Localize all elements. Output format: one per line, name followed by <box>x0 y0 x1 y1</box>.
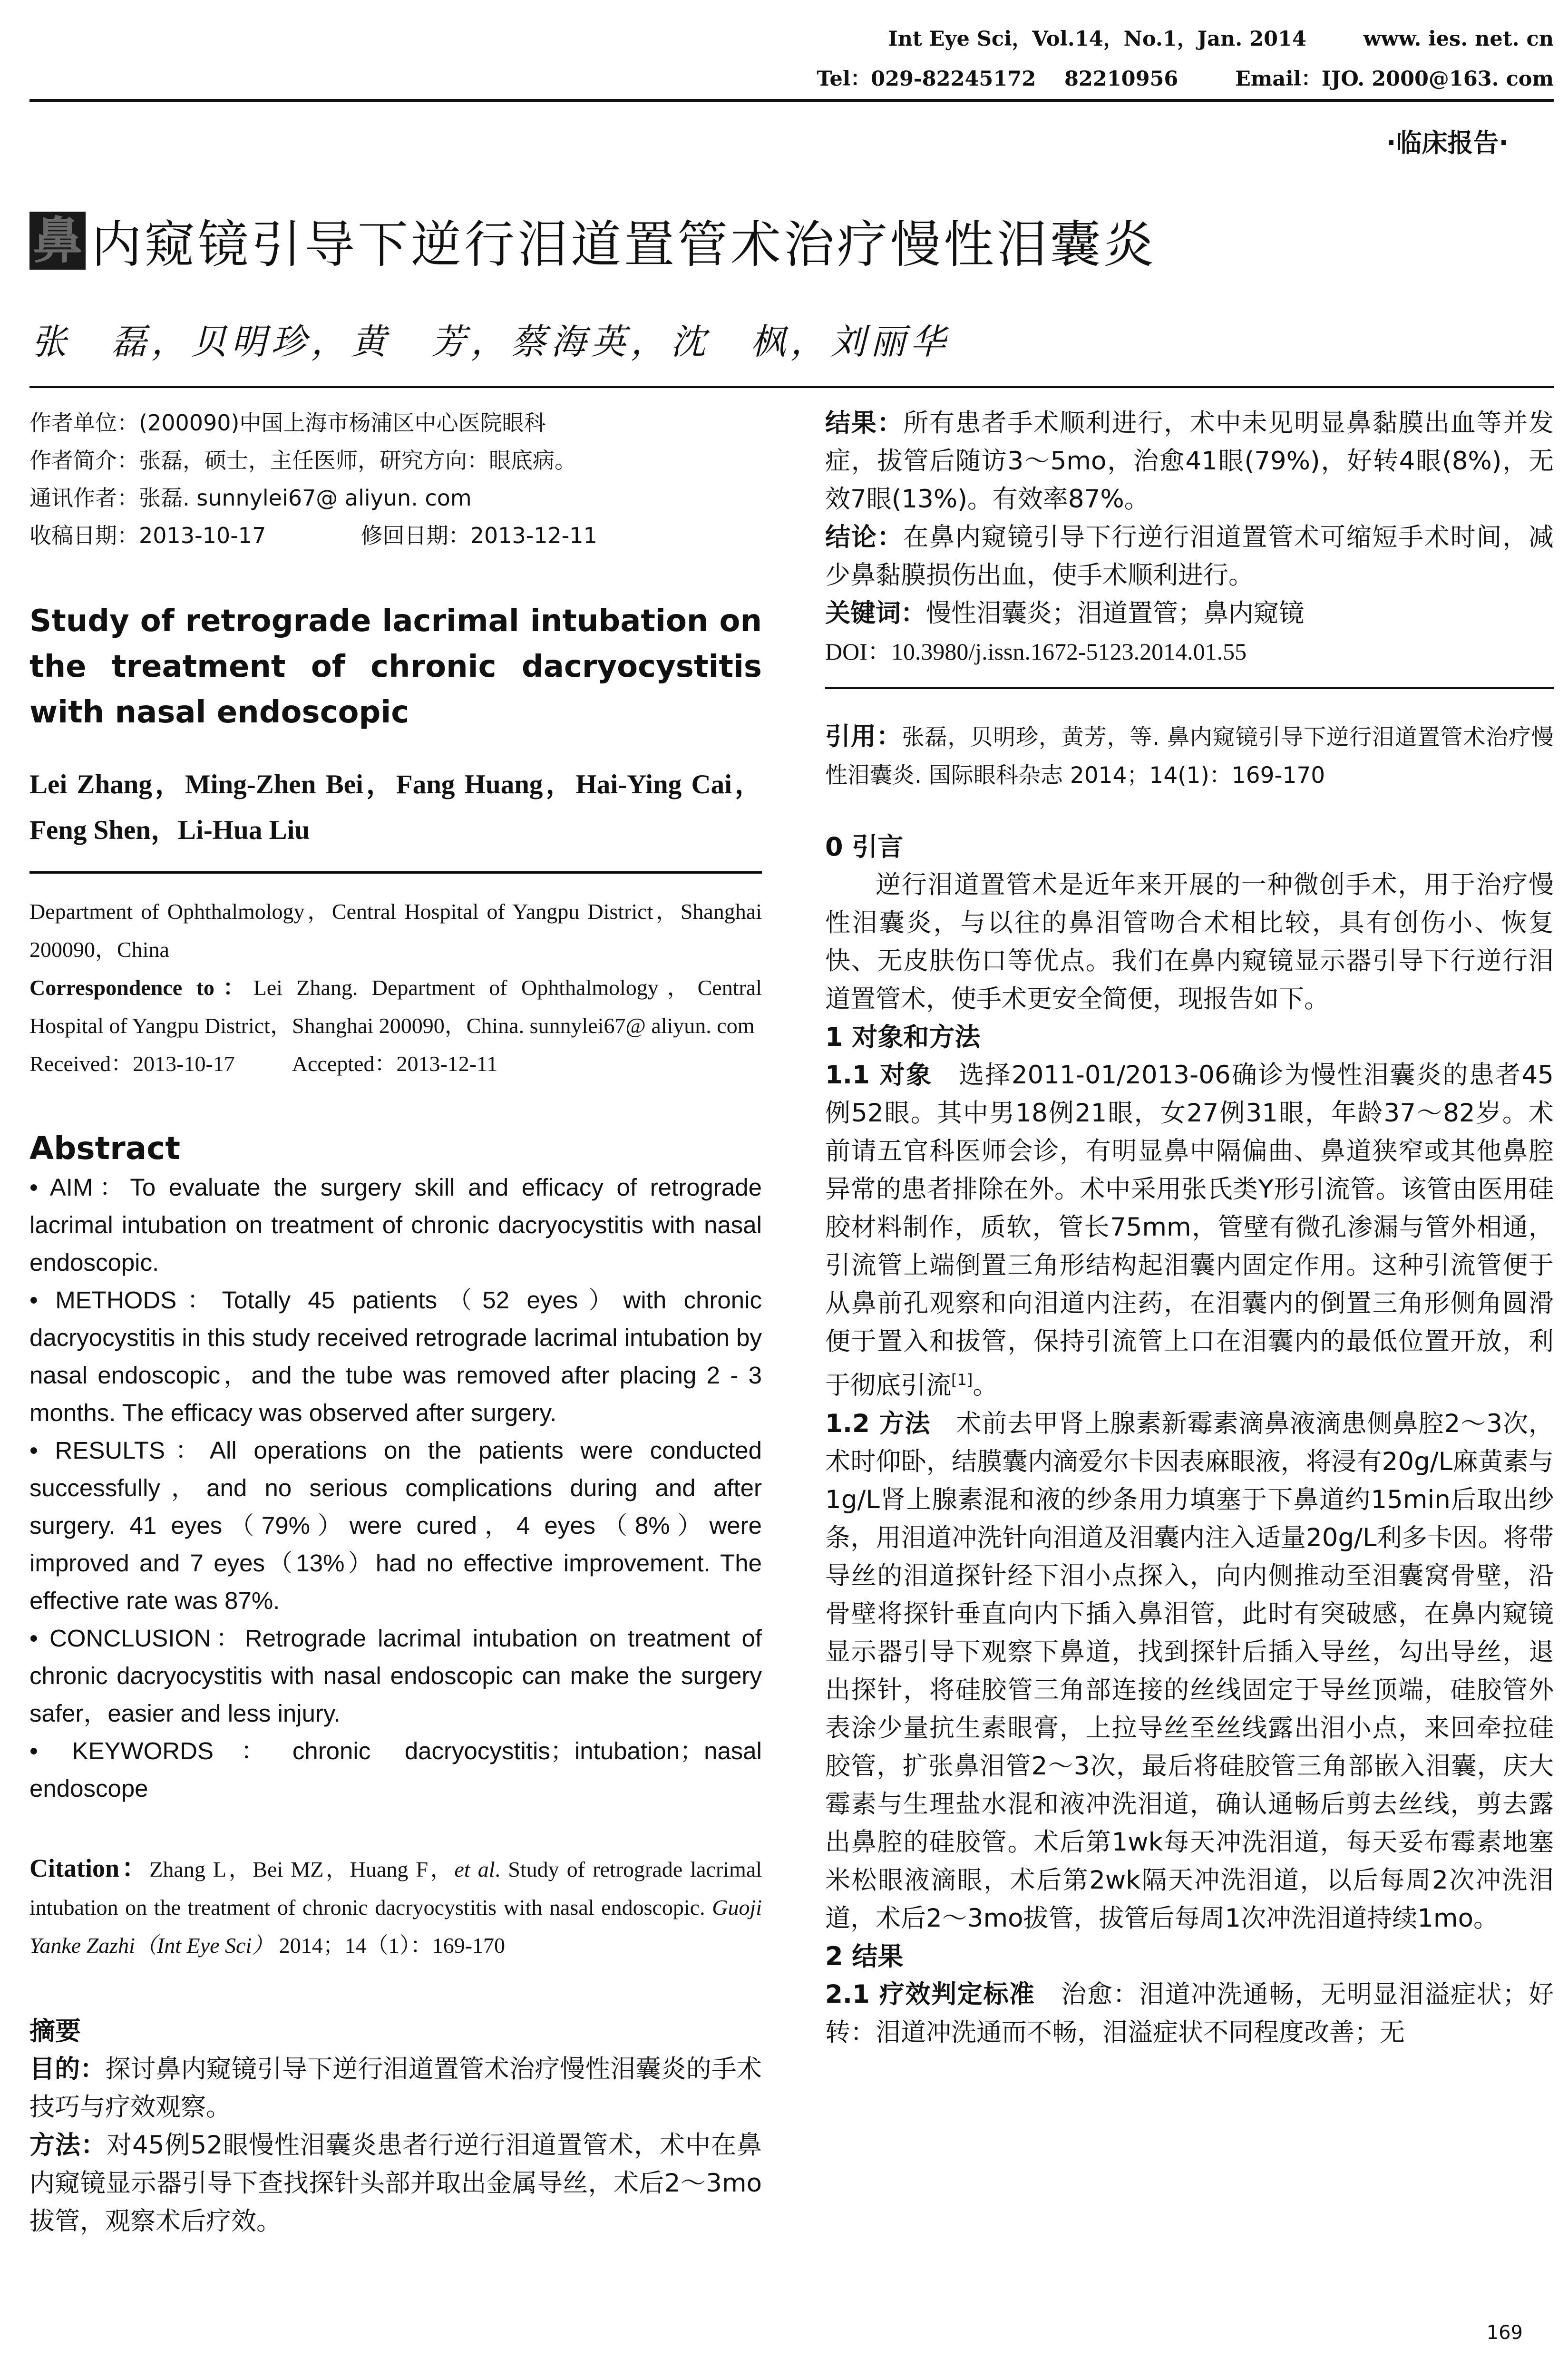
section-0-heading: 0 引言 <box>825 832 904 862</box>
abstract-conclusion-en <box>29 1619 762 1732</box>
correspondence-label: Correspondence to： <box>29 975 253 1000</box>
results-label-en: RESULTS： <box>55 1437 210 1464</box>
right-column <box>825 404 1554 2052</box>
section-2-1-text: 治愈：泪道冲洗通畅，无明显泪溢症状；好转：泪道冲洗通而不畅，泪溢症状不同程度改善；无 <box>825 1979 1554 2047</box>
journal-contact-line: Tel：029-82245172 82210956 Email：IJO. 2000@163. com <box>817 67 1554 91</box>
section-2-heading: 2 结果 <box>825 1941 904 1971</box>
dates-en <box>29 1045 762 1083</box>
aim-text-cn: 探讨鼻内窥镜引导下逆行泪道置管术治疗慢性泪囊炎的手术技巧与疗效观察。 <box>29 2055 762 2122</box>
citation-authors-en: Zhang L，Bei MZ，Huang F， <box>149 1857 455 1881</box>
aim-label-cn: 目的： <box>29 2055 106 2084</box>
citation-volume-en: 2014；14（1）：169-170 <box>279 1933 506 1958</box>
english-title: Study of retrograde lacrimal intubation on the treatment of chronic dacryocystitis with nasal endoscopic <box>29 604 762 730</box>
abstract-aim-en <box>29 1169 762 1281</box>
conclusion-label-en: CONCLUSION： <box>49 1625 245 1652</box>
affiliation-en <box>29 893 762 1083</box>
received-date-en: Received：2013-10-17 <box>29 1052 235 1076</box>
methods-label-cn: 方法： <box>29 2131 107 2160</box>
abstract-results-en <box>29 1432 762 1619</box>
received-date-cn: 收稿日期：2013-10-17 <box>29 523 266 548</box>
citation-title-en: . Study of retrograde lacrimal intubation on the treatment of chronic dacryocystitis with nasal endoscopic. <box>29 1857 762 1919</box>
methods-text-cn: 对45例52眼慢性泪囊炎患者行逆行泪道置管术，术中在鼻内窥镜显示器引导下查找探针头部并取出金属导丝，术后2～3mo拔管，观察术后疗效。 <box>29 2131 762 2236</box>
section-1-1-label: 1.1 对象 <box>825 1061 933 1090</box>
abstract-heading-cn: 摘要 <box>29 2016 81 2046</box>
section-1-2-paragraph <box>825 1405 1554 1938</box>
header-rule <box>29 99 1554 102</box>
section-1-2-label: 1.2 方法 <box>825 1409 931 1438</box>
abstract-aim-cn <box>29 2050 762 2126</box>
results-text-en: All operations on the patients were conducted successfully，and no serious complications during and after surgery. 41 eyes（79%）were cured，4 eyes（8%）were improved and 7 eyes（13%）had no effective improvement. The effective rate was 87%. <box>29 1437 762 1614</box>
abstract-keywords-cn <box>825 594 1554 633</box>
corresponding-author-cn: 通讯作者：张磊. sunnylei67@ aliyun. com <box>29 485 472 511</box>
abstract-results-cn <box>825 404 1554 518</box>
correspondence-en <box>29 969 762 1045</box>
aim-label-en: AIM： <box>49 1174 130 1201</box>
page-number: 169 <box>1486 2322 1523 2344</box>
affiliation-rule <box>29 871 762 874</box>
citation-cn <box>825 718 1554 795</box>
section-0-paragraph: 逆行泪道置管术是近年来开展的一种微创手术，用于治疗慢性泪囊炎，与以往的鼻泪管吻合术相比较，具有创伤小、恢复快、无皮肤伤口等优点。我们在鼻内窥镜显示器引导下行逆行泪道置管术，使手术更安全简便，现报告如下。 <box>825 870 1554 1013</box>
correspondence-text: Lei Zhang. Department of Ophthalmology，Central Hospital of Yangpu District，Shanghai 200090，China. sunnylei67@ aliyun. com <box>29 975 762 1038</box>
results-text-cn: 所有患者手术顺利进行，术中未见明显鼻黏膜出血等并发症，拔管后随访3～5mo，治愈41眼(79%)，好转4眼(8%)，无效7眼(13%)。有效率87%。 <box>825 409 1554 514</box>
reference-1[interactable]: [1] <box>951 1371 973 1389</box>
author-intro: 作者简介：张磊，硕士，主任医师，研究方向：眼底病。 <box>29 448 576 473</box>
department-en: Department of Ophthalmology，Central Hospital of Yangpu District，Shanghai 200090，China <box>29 899 762 962</box>
abstract-heading-en: Abstract <box>29 1130 180 1167</box>
methods-text-en: Totally 45 patients（52 eyes）with chronic dacryocystitis in this study received retrograde lacrimal intubation by nasal endoscopic，and the tube was removed after placing 2 - 3 months. The efficacy was observed after surgery. <box>29 1286 762 1426</box>
affiliation-cn <box>29 404 762 555</box>
section-2-1-paragraph <box>825 1976 1554 2052</box>
abstract-methods-cn <box>29 2126 762 2241</box>
citation-text-cn: 张磊，贝明珍，黄芳，等. 鼻内窥镜引导下逆行泪道置管术治疗慢性泪囊炎. 国际眼科杂志 2014；14(1)：169-170 <box>825 724 1554 789</box>
conclusion-text-cn: 在鼻内窥镜引导下行逆行泪道置管术可缩短手术时间，减少鼻黏膜损伤出血，使手术顺利进行。 <box>825 523 1554 590</box>
dates-cn <box>29 517 762 555</box>
methods-label-en: METHODS： <box>55 1286 222 1314</box>
abstract-conclusion-cn <box>825 518 1554 594</box>
title-rule <box>29 386 1554 388</box>
authors-cn: 张 磊，贝明珍，黄 芳，蔡海英，沈 枫，刘丽华 <box>31 321 950 362</box>
section-1-1-end: 。 <box>973 1371 998 1400</box>
journal-header-line: Int Eye Sci，Vol.14，No.1，Jan. 2014 www. ies. net. cn <box>888 27 1554 51</box>
abstract-methods-en <box>29 1281 762 1432</box>
keywords-label-en: KEYWORDS： <box>72 1737 292 1764</box>
keywords-text-en: chronic dacryocystitis；intubation；nasal endoscope <box>29 1737 762 1802</box>
citation-journal-en: Guoji Yanke Zazhi（Int Eye Sci） <box>29 1895 762 1958</box>
authors-en: Lei Zhang，Ming-Zhen Bei，Fang Huang，Hai-Ying Cai，Feng Shen，Li-Hua Liu <box>29 770 762 845</box>
affiliation-unit: 作者单位：(200090)中国上海市杨浦区中心医院眼科 <box>29 410 546 436</box>
abstract-en <box>29 1169 762 1807</box>
title-badge: 鼻 <box>29 212 86 270</box>
left-column <box>29 404 762 2241</box>
citation-etal: et al <box>454 1857 495 1881</box>
abstract-keywords-en <box>29 1732 762 1807</box>
section-1-1-text: 选择2011-01/2013-06确诊为慢性泪囊炎的患者45例52眼。其中男18例21眼，女27例31眼，年龄37～82岁。术前请五官科医师会诊，有明显鼻中隔偏曲、鼻道狭窄或其他鼻腔异常的患者排除在外。术中采用张氏类Y形引流管。该管由医用硅胶材料制作，质软，管长75mm，管壁有微孔渗漏与管外相通，引流管上端倒置三角形结构起泪囊内固定作用。这种引流管便于从鼻前孔观察和向泪道内注药，在泪囊内的倒置三角形侧角圆滑便于置入和拔管，保持引流管上口在泪囊内的最低位置开放，利于彻底引流 <box>825 1061 1554 1400</box>
title-text: 内窥镜引导下逆行泪道置管术治疗慢性泪囊炎 <box>91 215 1157 274</box>
keywords-text-cn: 慢性泪囊炎；泪道置管；鼻内窥镜 <box>926 599 1304 628</box>
keywords-label-cn: 关键词： <box>825 599 926 628</box>
citation-rule <box>825 687 1554 689</box>
section-1-2-text: 术前去甲肾上腺素新霉素滴鼻液滴患侧鼻腔2～3次，术时仰卧，结膜囊内滴爱尔卡因表麻眼液，将浸有20g/L麻黄素与1g/L肾上腺素混和液的纱条用力填塞于下鼻道约15min后取出纱条，用泪道冲洗针向泪道及泪囊内注入适量20g/L利多卡因。将带导丝的泪道探针经下泪小点探入，向内侧推动至泪囊窝骨壁，沿骨壁将探针垂直向内下插入鼻泪管，此时有突破感，在鼻内窥镜显示器引导下观察下鼻道，找到探针后插入导丝，勾出导丝，退出探针，将硅胶管三角部连接的丝线固定于导丝顶端，硅胶管外表涂少量抗生素眼膏，上拉导丝至丝线露出泪小点，来回牵拉硅胶管，扩张鼻泪管2～3次，最后将硅胶管三角部嵌入泪囊，庆大霉素与生理盐水混和液冲洗泪道，确认通畅后剪去丝线，剪去露出鼻腔的硅胶管。术后第1wk每天冲洗泪道，每天妥布霉素地塞米松眼液滴眼，术后第2wk隔天冲洗泪道，以后每周2次冲洗泪道，术后2～3mo拔管，拔管后每周1次冲洗泪道持续1mo。 <box>825 1409 1554 1933</box>
section-1-heading: 1 对象和方法 <box>825 1022 981 1052</box>
section-2-1-label: 2.1 疗效判定标准 <box>825 1979 1035 2009</box>
revised-date-cn: 修回日期：2013-12-11 <box>360 523 597 548</box>
citation-label-en: Citation： <box>29 1854 150 1882</box>
aim-text-en: To evaluate the surgery skill and efficacy of retrograde lacrimal intubation on treatment of chronic dacryocystitis with nasal endoscopic. <box>29 1174 762 1276</box>
doi: DOI：10.3980/j.issn.1672-5123.2014.01.55 <box>825 638 1247 665</box>
citation-label-cn: 引用： <box>825 722 902 751</box>
accepted-date-en: Accepted：2013-12-11 <box>292 1052 498 1076</box>
conclusion-text-en: Retrograde lacrimal intubation on treatment of chronic dacryocystitis with nasal endoscopic can make the surgery safer，easier and less injury. <box>29 1625 762 1727</box>
section-tag: ·临床报告· <box>1386 128 1509 158</box>
citation-en <box>29 1849 762 1965</box>
section-1-1-paragraph <box>825 1056 1554 1405</box>
results-label-cn: 结果： <box>825 409 904 438</box>
conclusion-label-cn: 结论： <box>825 523 904 552</box>
article-title <box>29 205 1157 277</box>
